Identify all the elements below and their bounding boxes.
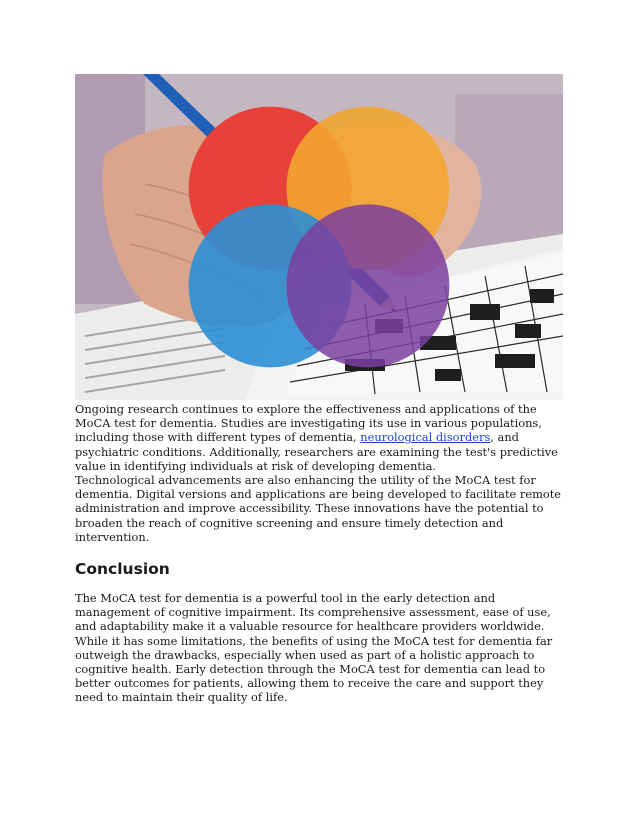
document-page bbox=[75, 74, 565, 705]
research-section bbox=[75, 402, 565, 544]
technology-paragraph: Technological advancements are also enhancing the utility of the MoCA test for dementia. Digital versions and applications are being developed to facilitate remote administration and improve accessibility. These innovations have the potential to broaden the reach of cognitive screening and ensure timely detection and intervention. bbox=[75, 473, 562, 544]
crossword-photo bbox=[75, 74, 563, 400]
brand-logo-icon bbox=[75, 74, 563, 400]
conclusion-heading: Conclusion bbox=[75, 560, 170, 579]
paragraph-text: , and psychiatric conditions. Additionally, researchers are examining the test's predictive value in identifying individuals at risk of developing dementia. bbox=[75, 430, 558, 473]
conclusion-section bbox=[75, 591, 565, 705]
research-paragraph bbox=[75, 402, 565, 473]
paragraph-text: Ongoing research continues to explore the effectiveness and applications of the MoCA test for dementia. Studies are investigating its use in various populations, including those with different types of dementia, bbox=[75, 402, 542, 445]
neurological-disorders-link[interactable]: neurological disorders bbox=[360, 430, 491, 445]
conclusion-paragraph: The MoCA test for dementia is a powerful tool in the early detection and management of cognitive impairment. Its comprehensive assessment, ease of use, and adaptability make it a valuable resource for healthcare providers worldwide. While it has some limitations, the benefits of using the MoCA test for dementia far outweigh the drawbacks, especially when used as part of a holistic approach to cognitive health. Early detection through the MoCA test for dementia can lead to better outcomes for patients, allowing them to receive the care and support they need to maintain their quality of life. bbox=[75, 591, 553, 705]
